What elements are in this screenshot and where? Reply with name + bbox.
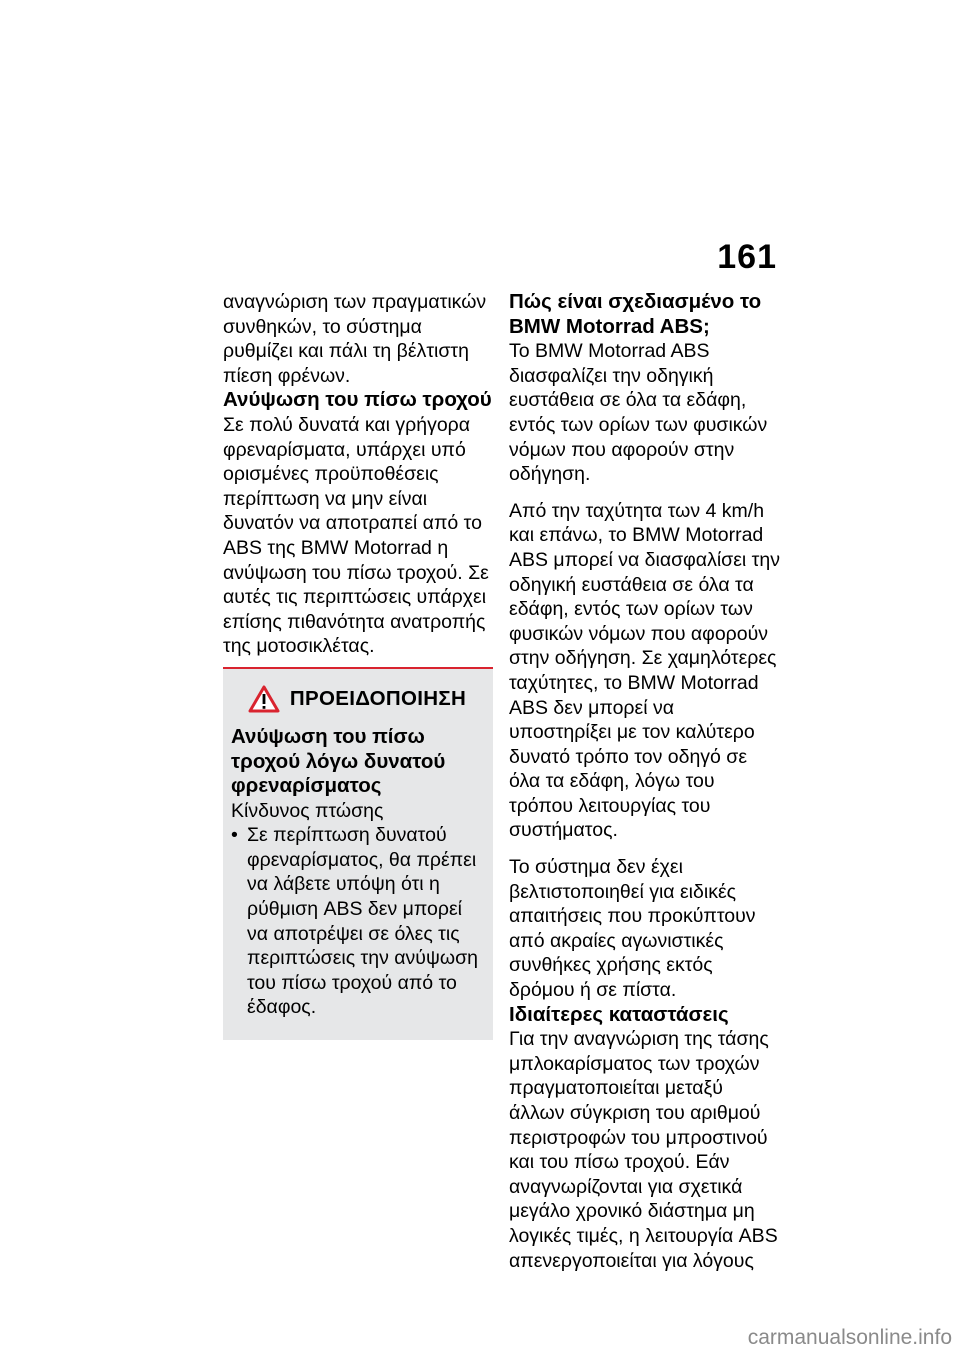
section-heading-abs-design: Πώς είναι σχεδιασμένο το BMW Motorrad ABS; bbox=[509, 290, 762, 338]
warning-risk: Κίνδυνος πτώσης bbox=[231, 799, 384, 822]
page-number: 161 bbox=[717, 238, 777, 276]
bullet-dot: • bbox=[231, 824, 238, 847]
abs-paragraph-3: Το σύστημα δεν έχει βελτιστοποιηθεί για ειδικές απαιτήσεις που προκύπτουν από ακραίες αγωνιστικές συνθήκες χρήσης εκτός δρόμου ή σε πίστα. bbox=[509, 856, 756, 1002]
warning-header bbox=[231, 685, 483, 713]
left-column bbox=[223, 290, 493, 1040]
warning-box bbox=[223, 669, 493, 1040]
section-heading-rear-wheel-lift: Ανύψωση του πίσω τροχού bbox=[223, 388, 492, 412]
section-heading-special-situations: Ιδιαίτερες καταστάσεις bbox=[509, 1002, 729, 1026]
intro-paragraph: αναγνώριση των πραγματικών συνθηκών, το σύστημα ρυθμίζει και πάλι τη βέλτιστη πίεση φρένων. bbox=[223, 291, 487, 387]
warning-triangle-icon bbox=[248, 685, 280, 713]
special-situations-paragraph: Για την αναγνώριση της τάσης μπλοκαρίσματος των τροχών πραγματοποιείται μεταξύ άλλων σύγκριση του αριθμού περιστροφών του μπροστινού και του πίσω τροχού. Εάν αναγνωρίζονται για σχετικά μεγάλο χρονικό διάστημα μη λογικές τιμές, η λειτουργία ABS απενεργοποιείται για λόγους bbox=[509, 1028, 778, 1272]
abs-paragraph-2: Από την ταχύτητα των 4 km/h και επάνω, το BMW Motorrad ABS μπορεί να διασφαλίσει την οδηγική ευστάθεια σε όλα τα εδάφη, εντός των ορίων των φυσικών νόμων που αφορούν στην οδήγηση. Σε χαμηλότερες ταχύτητες, το BMW Motorrad ABS δεν μπορεί να υποστηρίξει με τον καλύτερο δυνατό τρόπο τον οδηγό σε όλα τα εδάφη, λόγω του τρόπου λειτουργίας του συστήματος. bbox=[509, 499, 780, 842]
right-column bbox=[509, 290, 781, 1273]
section-paragraph-rear-wheel-lift: Σε πολύ δυνατά και γρήγορα φρεναρίσματα, υπάρχει υπό ορισμένες προϋποθέσεις περίπτωση να μην είναι δυνατόν να αποτραπεί από το ABS της BMW Motorrad η ανύψωση του πίσω τροχού. Σε αυτές τις περιπτώσεις υπάρχει επίσης πιθανότητα ανατροπής της μοτοσικλέτας. bbox=[223, 413, 489, 658]
warning-title: Ανύψωση του πίσω τροχού λόγω δυνατού φρεναρίσματος bbox=[231, 724, 446, 798]
warning-bullet-text: Σε περίπτωση δυνατού φρεναρίσματος, θα πρέπει να λάβετε υπόψη ότι η ρύθμιση ABS δεν μπορεί να αποτρέψει σε όλες τις περιπτώσεις την ανύψωση του πίσω τροχού από το έδαφος. bbox=[247, 824, 478, 1019]
abs-paragraph-1: Το BMW Motorrad ABS διασφαλίζει την οδηγική ευστάθεια σε όλα τα εδάφη, εντός των ορίων των φυσικών νόμων που αφορούν στην οδήγηση. bbox=[509, 340, 768, 486]
warning-bullet bbox=[231, 823, 483, 1020]
warning-label: ΠΡΟΕΙΔΟΠΟΙΗΣΗ bbox=[289, 686, 467, 710]
footer-watermark: carmanualsonline.info bbox=[747, 1326, 952, 1349]
